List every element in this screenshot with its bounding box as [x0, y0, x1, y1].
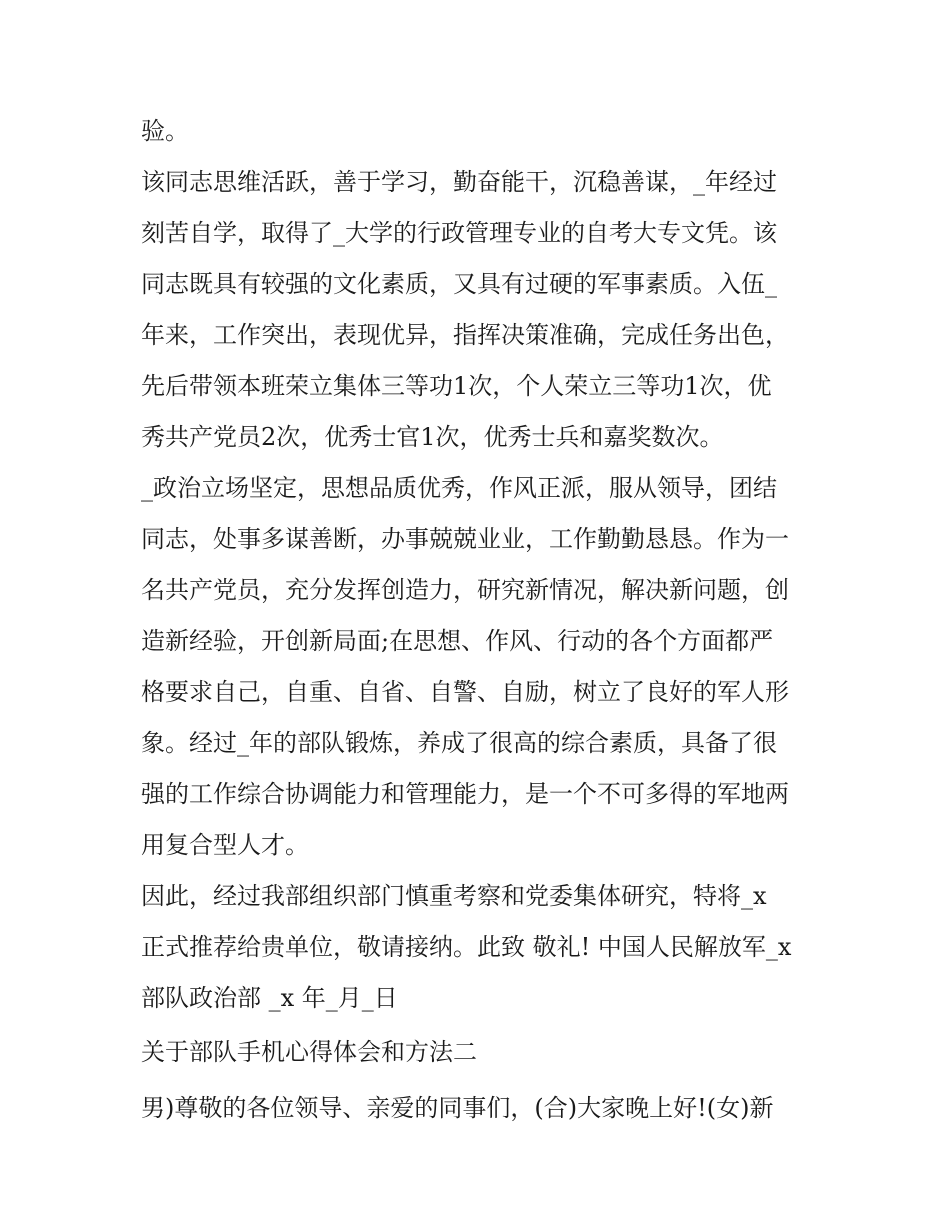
text-line: 用复合型人才。: [141, 831, 309, 859]
text-line: 验。: [141, 117, 189, 145]
text-line: 正式推荐给贵单位，敬请接纳。此致 敬礼! 中国人民解放军_x: [141, 933, 792, 961]
text-line: 造新经验，开创新局面;在思想、作风、行动的各个方面都严: [141, 627, 774, 655]
section-heading: 关于部队手机心得体会和方法二: [141, 1038, 477, 1066]
text-line: 同志，处事多谋善断，办事兢兢业业，工作勤勤恳恳。作为一: [141, 525, 789, 553]
text-line: 部队政治部 _x 年_月_日: [141, 984, 398, 1012]
text-line: 强的工作综合协调能力和管理能力，是一个不可多得的军地两: [141, 780, 789, 808]
text-line: 同志既具有较强的文化素质，又具有过硬的军事素质。入伍_: [141, 270, 777, 298]
text-line: _政治立场坚定，思想品质优秀，作风正派，服从领导，团结: [141, 474, 777, 502]
text-line: 因此，经过我部组织部门慎重考察和党委集体研究，特将_x: [141, 882, 767, 910]
text-line: 秀共产党员2次，优秀士官1次，优秀士兵和嘉奖数次。: [141, 423, 724, 451]
text-line: 格要求自己，自重、自省、自警、自励，树立了良好的军人形: [141, 678, 789, 706]
text-line: 年来，工作突出，表现优异，指挥决策准确，完成任务出色，: [141, 321, 789, 349]
text-line: 该同志思维活跃，善于学习，勤奋能干，沉稳善谋，_年经过: [141, 168, 777, 196]
document-body: [141, 106, 821, 1134]
text-line: 男)尊敬的各位领导、亲爱的同事们，(合)大家晚上好!(女)新: [141, 1094, 774, 1122]
text-line: 刻苦自学，取得了_大学的行政管理专业的自考大专文凭。该: [141, 219, 777, 247]
text-line: 先后带领本班荣立集体三等功1次，个人荣立三等功1次，优: [141, 372, 772, 400]
text-line: 名共产党员，充分发挥创造力，研究新情况，解决新问题，创: [141, 576, 789, 604]
text-line: 象。经过_年的部队锻炼，养成了很高的综合素质，具备了很: [141, 729, 777, 757]
